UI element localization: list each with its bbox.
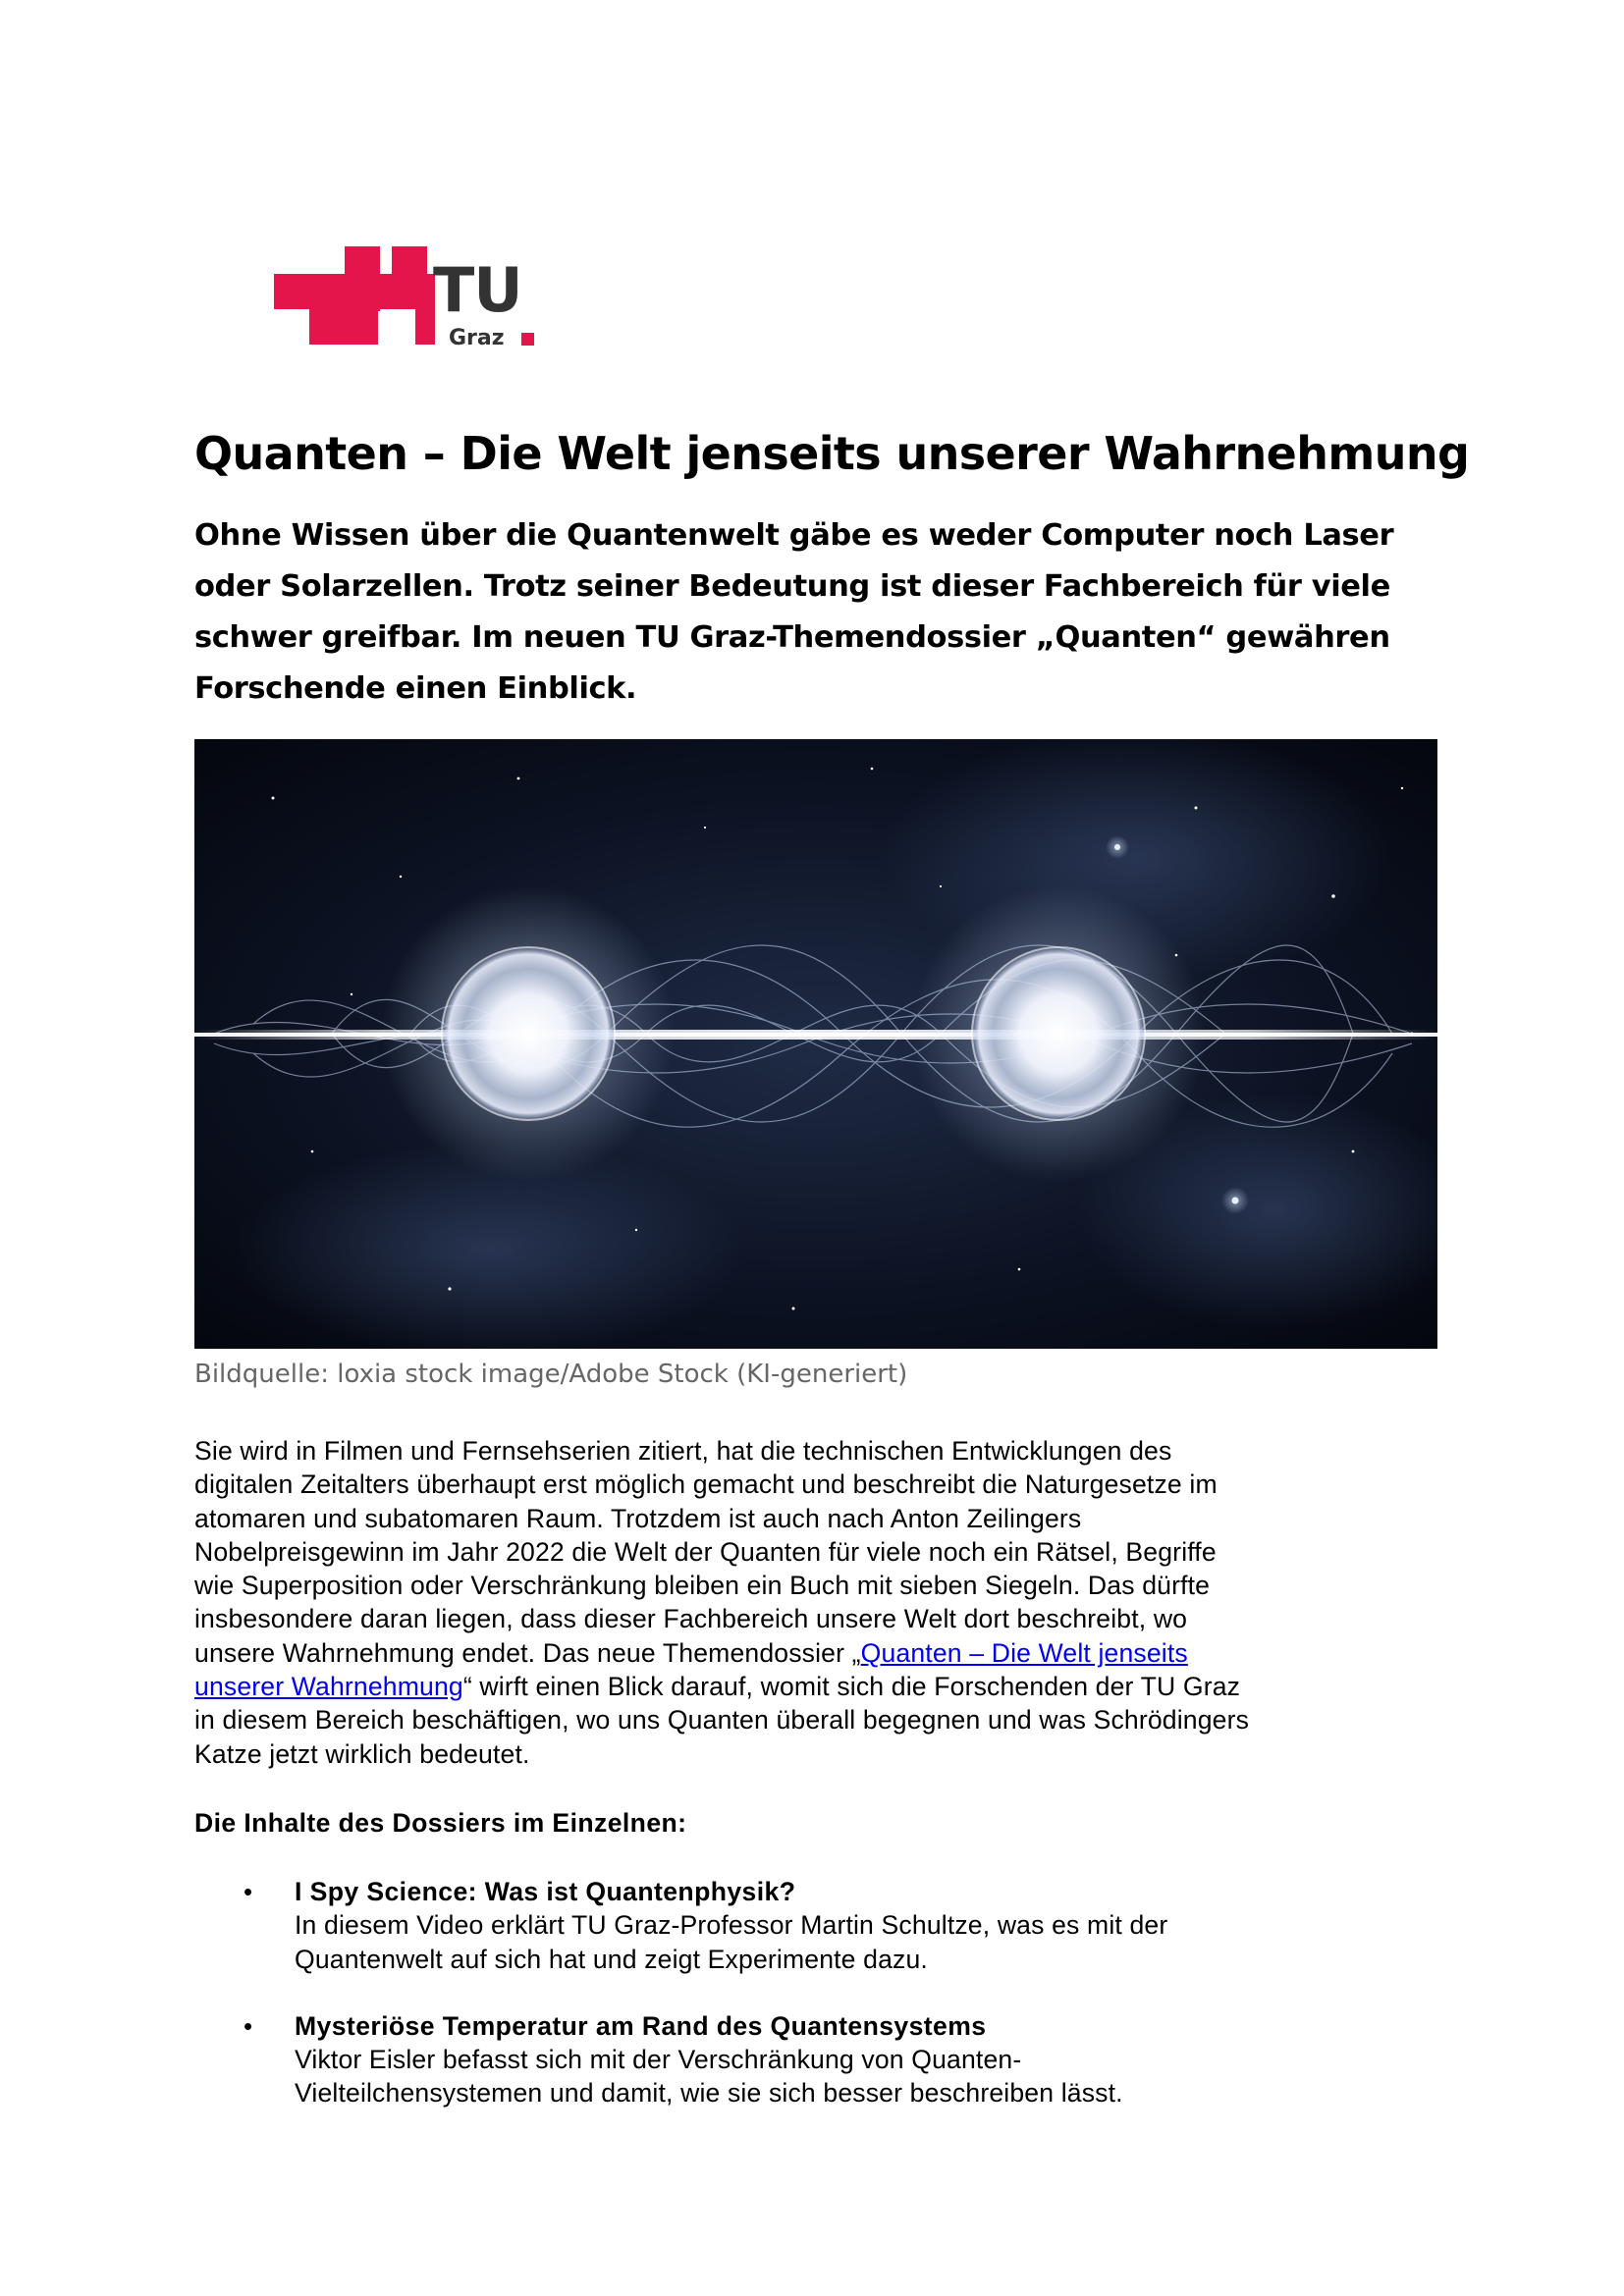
article-title: Quanten – Die Welt jenseits unserer Wahrnehmung (194, 427, 1470, 480)
body-line: Katze jetzt wirklich bedeutet. (194, 1738, 530, 1769)
hero-image (194, 739, 1437, 1349)
list-item-title: I Spy Science: Was ist Quantenphysik? (295, 1877, 796, 1906)
body-text-segment: unsere Wahrnehmung endet. Das neue Themendossier „ (194, 1637, 861, 1668)
tu-graz-logo (274, 246, 534, 347)
body-line: Nobelpreisgewinn im Jahr 2022 die Welt der Quanten für viele noch ein Rätsel, Begriffe (194, 1536, 1217, 1567)
body-line (194, 1670, 1441, 1703)
list-item-text: Vielteilchensystemen und damit, wie sie sich besser beschreiben lässt. (295, 2078, 1123, 2109)
logo-text-graz: Graz (449, 326, 505, 347)
body-line: wie Superposition oder Verschränkung bleiben ein Buch mit sieben Siegeln. Das dürfte (194, 1571, 1211, 1601)
dossier-contents-list (194, 1875, 1441, 2144)
list-item-text: In diesem Video erklärt TU Graz-Professor Martin Schultze, was es mit der (295, 1910, 1168, 1941)
list-item (194, 2009, 1441, 2110)
body-line: in diesem Bereich beschäftigen, wo uns Quanten überall begegnen und was Schrödingers (194, 1705, 1250, 1735)
dossier-link-part-2[interactable]: unserer Wahrnehmung (194, 1672, 463, 1702)
image-caption: Bildquelle: loxia stock image/Adobe Stock (KI-generiert) (194, 1360, 908, 1389)
dossier-link-part-1[interactable]: Quanten – Die Welt jenseits (860, 1637, 1188, 1668)
body-line (194, 1636, 1441, 1670)
body-line: digitalen Zeitalters überhaupt erst möglich gemacht und beschreibt die Naturgesetze im (194, 1469, 1218, 1500)
bullet-icon: • (244, 1877, 253, 1906)
list-item-text: Viktor Eisler befasst sich mit der Verschränkung von Quanten- (295, 2045, 1022, 2075)
list-item-title: Mysteriöse Temperatur am Rand des Quantensystems (295, 2010, 987, 2041)
article-lead: Ohne Wissen über die Quantenwelt gäbe es weder Computer noch Laser oder Solarzellen. Trotz seiner Bedeutung ist dieser Fachbereich für viele schwer greifbar. Im neuen TU Graz-Themendossier „Quanten“ gewähren Forschende einen Einblick. (194, 518, 1394, 706)
bullet-icon: • (244, 2010, 253, 2041)
section-heading: Die Inhalte des Dossiers im Einzelnen: (194, 1808, 687, 1838)
body-text-segment: “ wirft einen Blick darauf, womit sich die Forschenden der TU Graz (462, 1672, 1241, 1702)
logo-text-tu: TU (433, 254, 522, 326)
article-body (194, 1434, 1441, 1771)
list-item-text: Quantenwelt auf sich hat und zeigt Experimente dazu. (295, 1944, 928, 1974)
body-line: insbesondere daran liegen, dass dieser Fachbereich unsere Welt dort beschreibt, wo (194, 1604, 1188, 1634)
list-item (194, 1875, 1441, 1976)
body-line: Sie wird in Filmen und Fernsehserien zitiert, hat die technischen Entwicklungen des (194, 1436, 1172, 1466)
body-line: atomaren und subatomaren Raum. Trotzdem ist auch nach Anton Zeilingers (194, 1503, 1082, 1533)
